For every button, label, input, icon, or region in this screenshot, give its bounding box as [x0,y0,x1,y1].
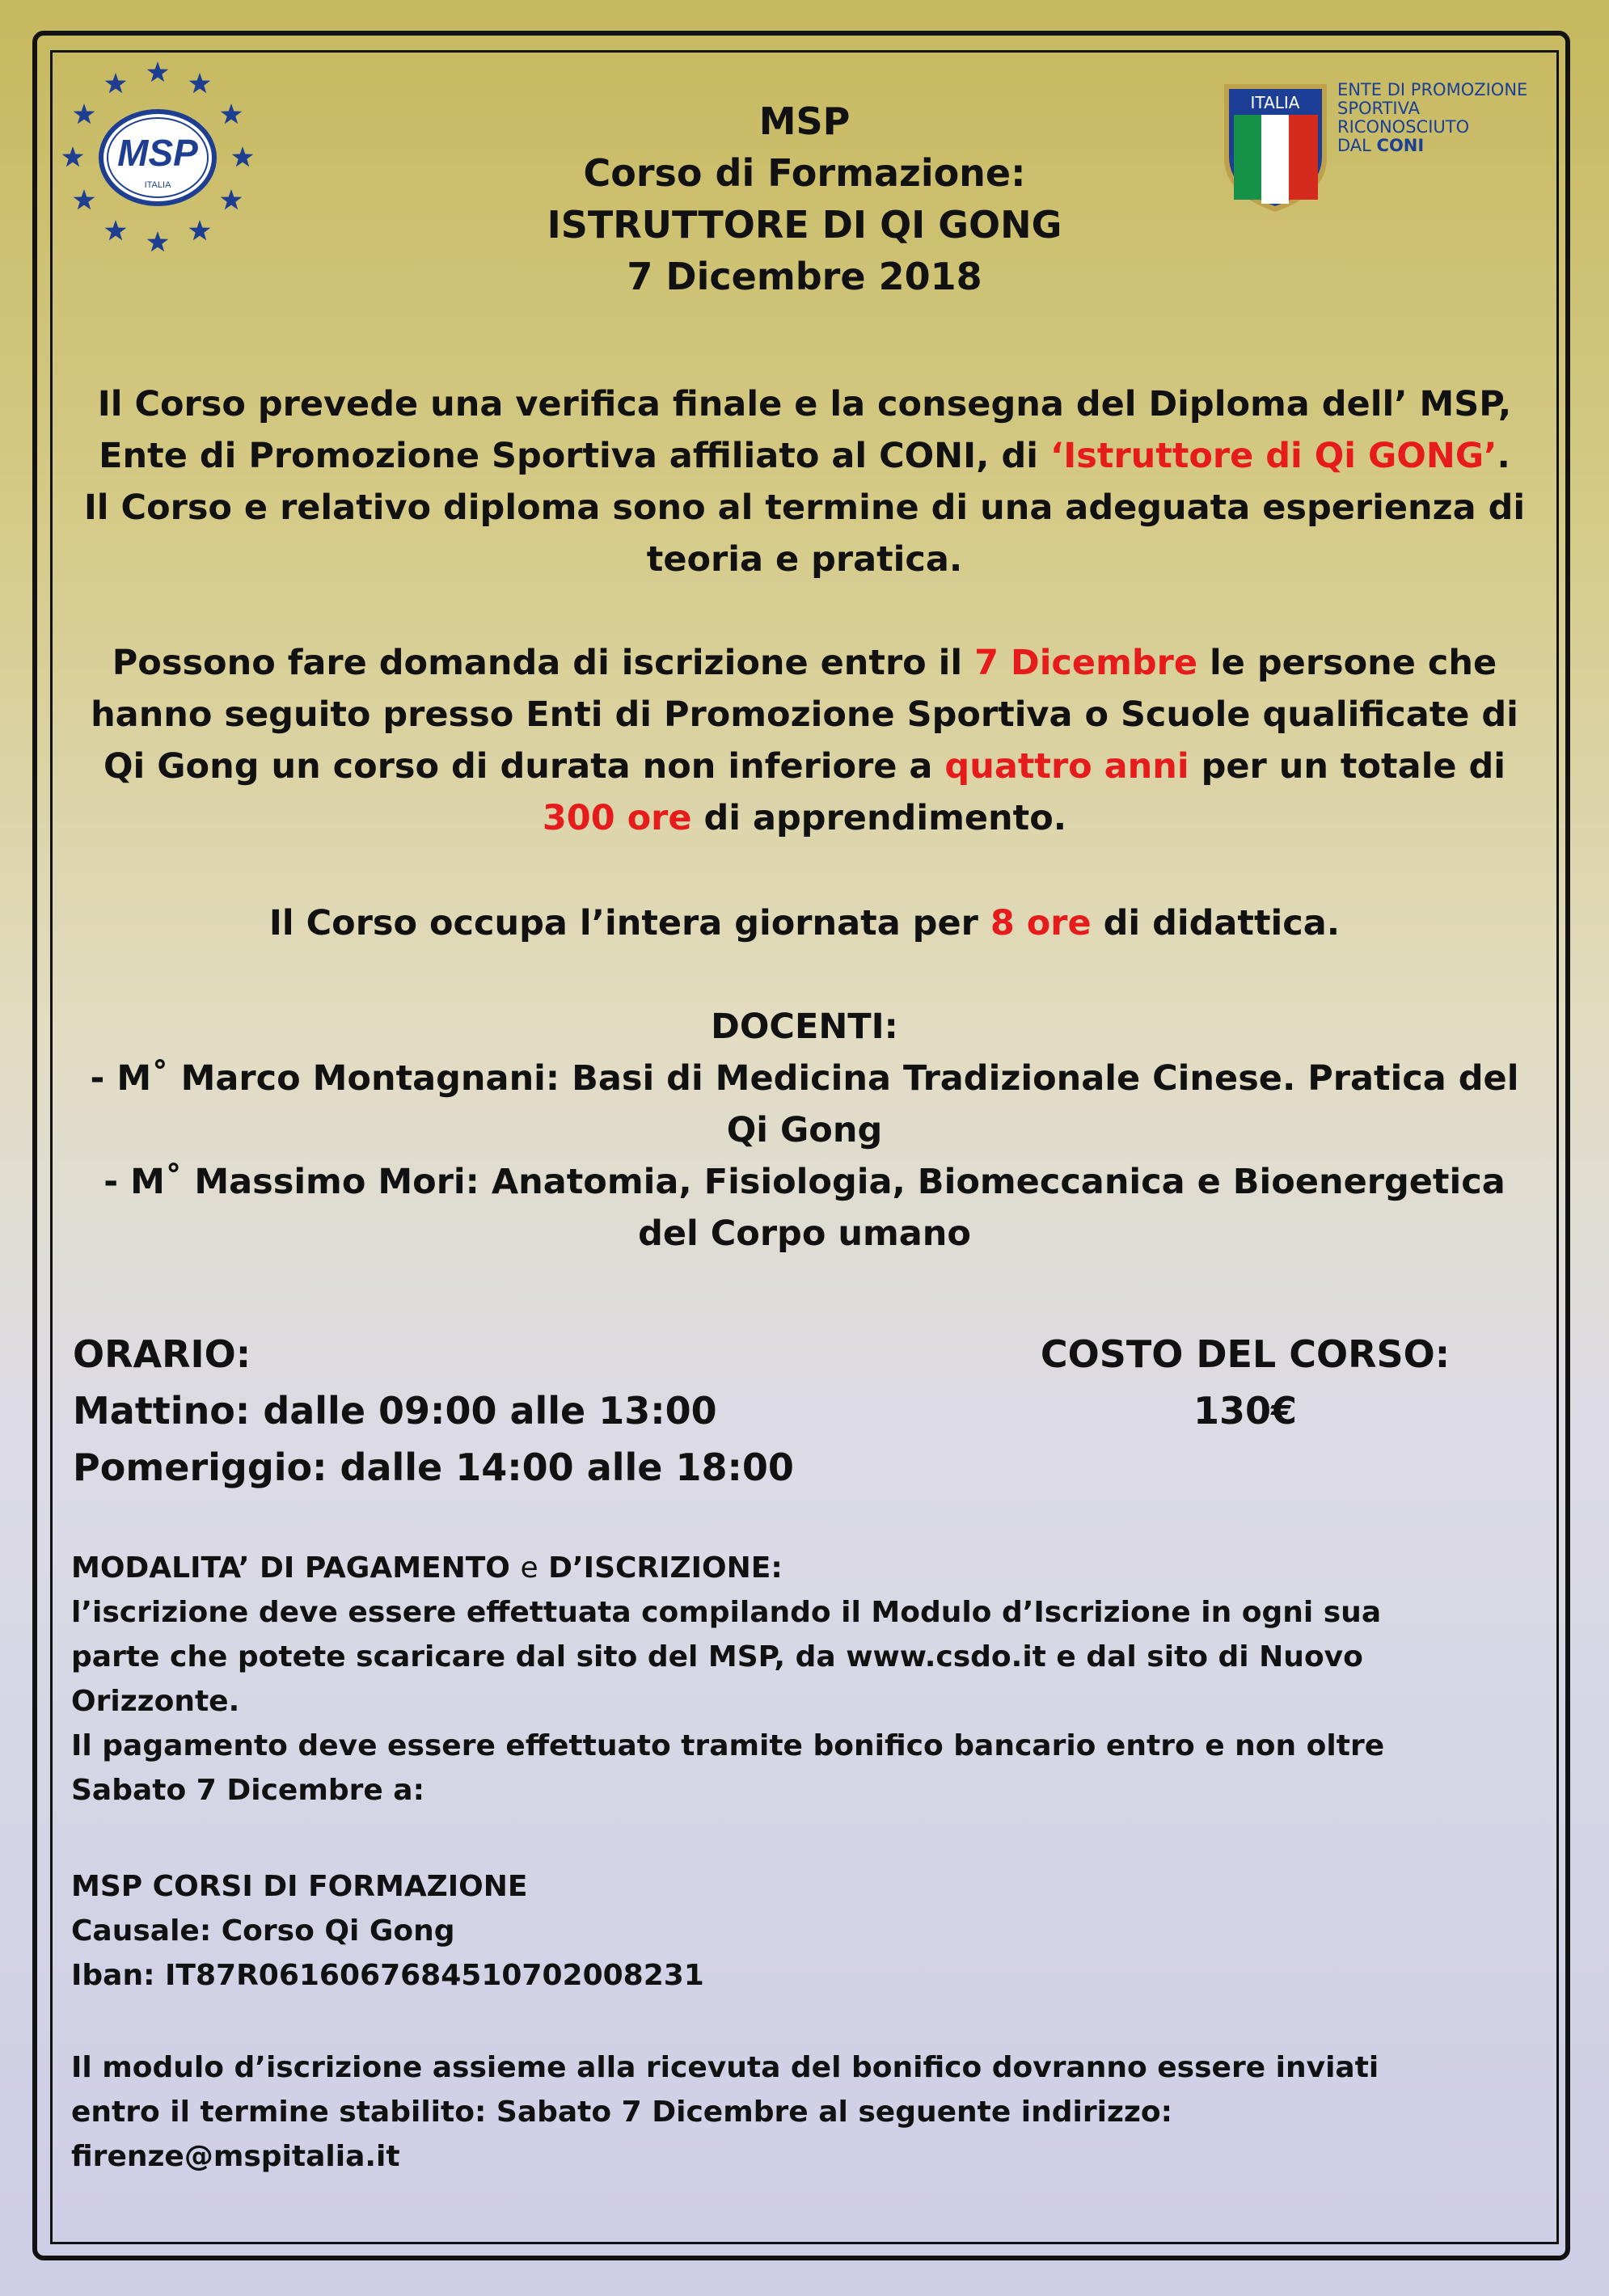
payment-line: l’iscrizione deve essere effettuata compilando il Modulo d’Iscrizione in ogni sua [71,1596,1382,1629]
eligibility-line: Possono fare domanda di iscrizione entro il 7 Dicembre le persone che [112,643,1497,683]
eligibility-line: hanno seguito presso Enti di Promozione Sportiva o Scuole qualificate di [91,694,1518,735]
payment-line: Sabato 7 Dicembre a: [71,1774,424,1807]
coni-text-line2: SPORTIVA [1337,99,1420,118]
eligibility-line: 300 ore di apprendimento. [542,798,1067,838]
bank-title: MSP CORSI DI FORMAZIONE [71,1870,528,1903]
costo-section [1011,1326,1480,1439]
closing-line: Il modulo d’iscrizione assieme alla ricevuta del bonifico dovranno essere inviati [71,2051,1379,2084]
course-date: 7 Dicembre 2018 [627,255,982,298]
svg-text:ITALIA: ITALIA [1250,93,1300,112]
intro-paragraph [52,378,1557,585]
docente-line: Qi Gong [726,1110,883,1150]
orario-morning: Mattino: dalle 09:00 alle 13:00 [73,1389,717,1433]
duration-line: Il Corso occupa l’intera giornata per 8 ore di didattica. [268,903,1341,943]
eligibility-line: Qi Gong un corso di durata non inferiore a quattro anni per un totale di [103,746,1506,787]
coni-text-line4: DAL CONI [1337,136,1425,155]
closing-section [71,2045,1543,2179]
docenti-title: DOCENTI: [711,1007,898,1047]
payment-section [71,1546,1543,1813]
header-block [243,95,1366,302]
svg-text:MSP: MSP [117,132,198,174]
coni-text-line3: RICONOSCIUTO [1337,117,1470,137]
costo-value: 130€ [1193,1389,1298,1433]
course-label: Corso di Formazione: [583,151,1026,195]
intro-line: Il Corso prevede una verifica finale e la consegna del Diploma dell’ MSP, [97,384,1512,424]
payment-title: MODALITA’ DI PAGAMENTO e D’ISCRIZIONE: [71,1551,783,1585]
org-name: MSP [758,99,851,143]
orario-title: ORARIO: [73,1332,251,1376]
payment-line: Orizzonte. [71,1685,240,1718]
docenti-section [52,1001,1557,1260]
bank-causale: Causale: Corso Qi Gong [71,1914,455,1948]
closing-line: entro il termine stabilito: Sabato 7 Dicembre al seguente indirizzo: [71,2096,1173,2129]
course-title: ISTRUTTORE DI QI GONG [547,203,1062,247]
costo-title: COSTO DEL CORSO: [1040,1332,1451,1376]
orario-section [73,1326,962,1496]
payment-line: parte che potete scaricare dal sito del MSP, da www.csdo.it e dal sito di Nuovo [71,1640,1363,1673]
svg-text:ITALIA: ITALIA [144,180,171,190]
bank-section [71,1864,1543,1998]
contact-email[interactable]: firenze@mspitalia.it [71,2140,400,2173]
eligibility-paragraph [52,637,1557,844]
docente-line: - M˚ Marco Montagnani: Basi di Medicina Tradizionale Cinese. Pratica del [90,1058,1519,1099]
intro-line: teoria e pratica. [646,539,963,580]
payment-line: Il pagamento deve essere effettuato tramite bonifico bancario entro e non oltre [71,1729,1385,1762]
msp-stars-circle-icon [57,57,259,259]
bank-iban: Iban: IT87R0616067684510702008231 [71,1959,704,1992]
docente-line: - M˚ Massimo Mori: Anatomia, Fisiologia, Biomeccanica e Bioenergetica [103,1162,1506,1202]
docente-line: del Corpo umano [638,1213,971,1254]
intro-line: Ente di Promozione Sportiva affiliato al CONI, di ‘Istruttore di Qi GONG’. [99,436,1510,476]
coni-text-line1: ENTE DI PROMOZIONE [1337,80,1528,99]
intro-line: Il Corso e relativo diploma sono al termine di una adeguata esperienza di [83,487,1526,528]
orario-afternoon: Pomeriggio: dalle 14:00 alle 18:00 [73,1446,794,1489]
msp-logo [57,57,259,259]
